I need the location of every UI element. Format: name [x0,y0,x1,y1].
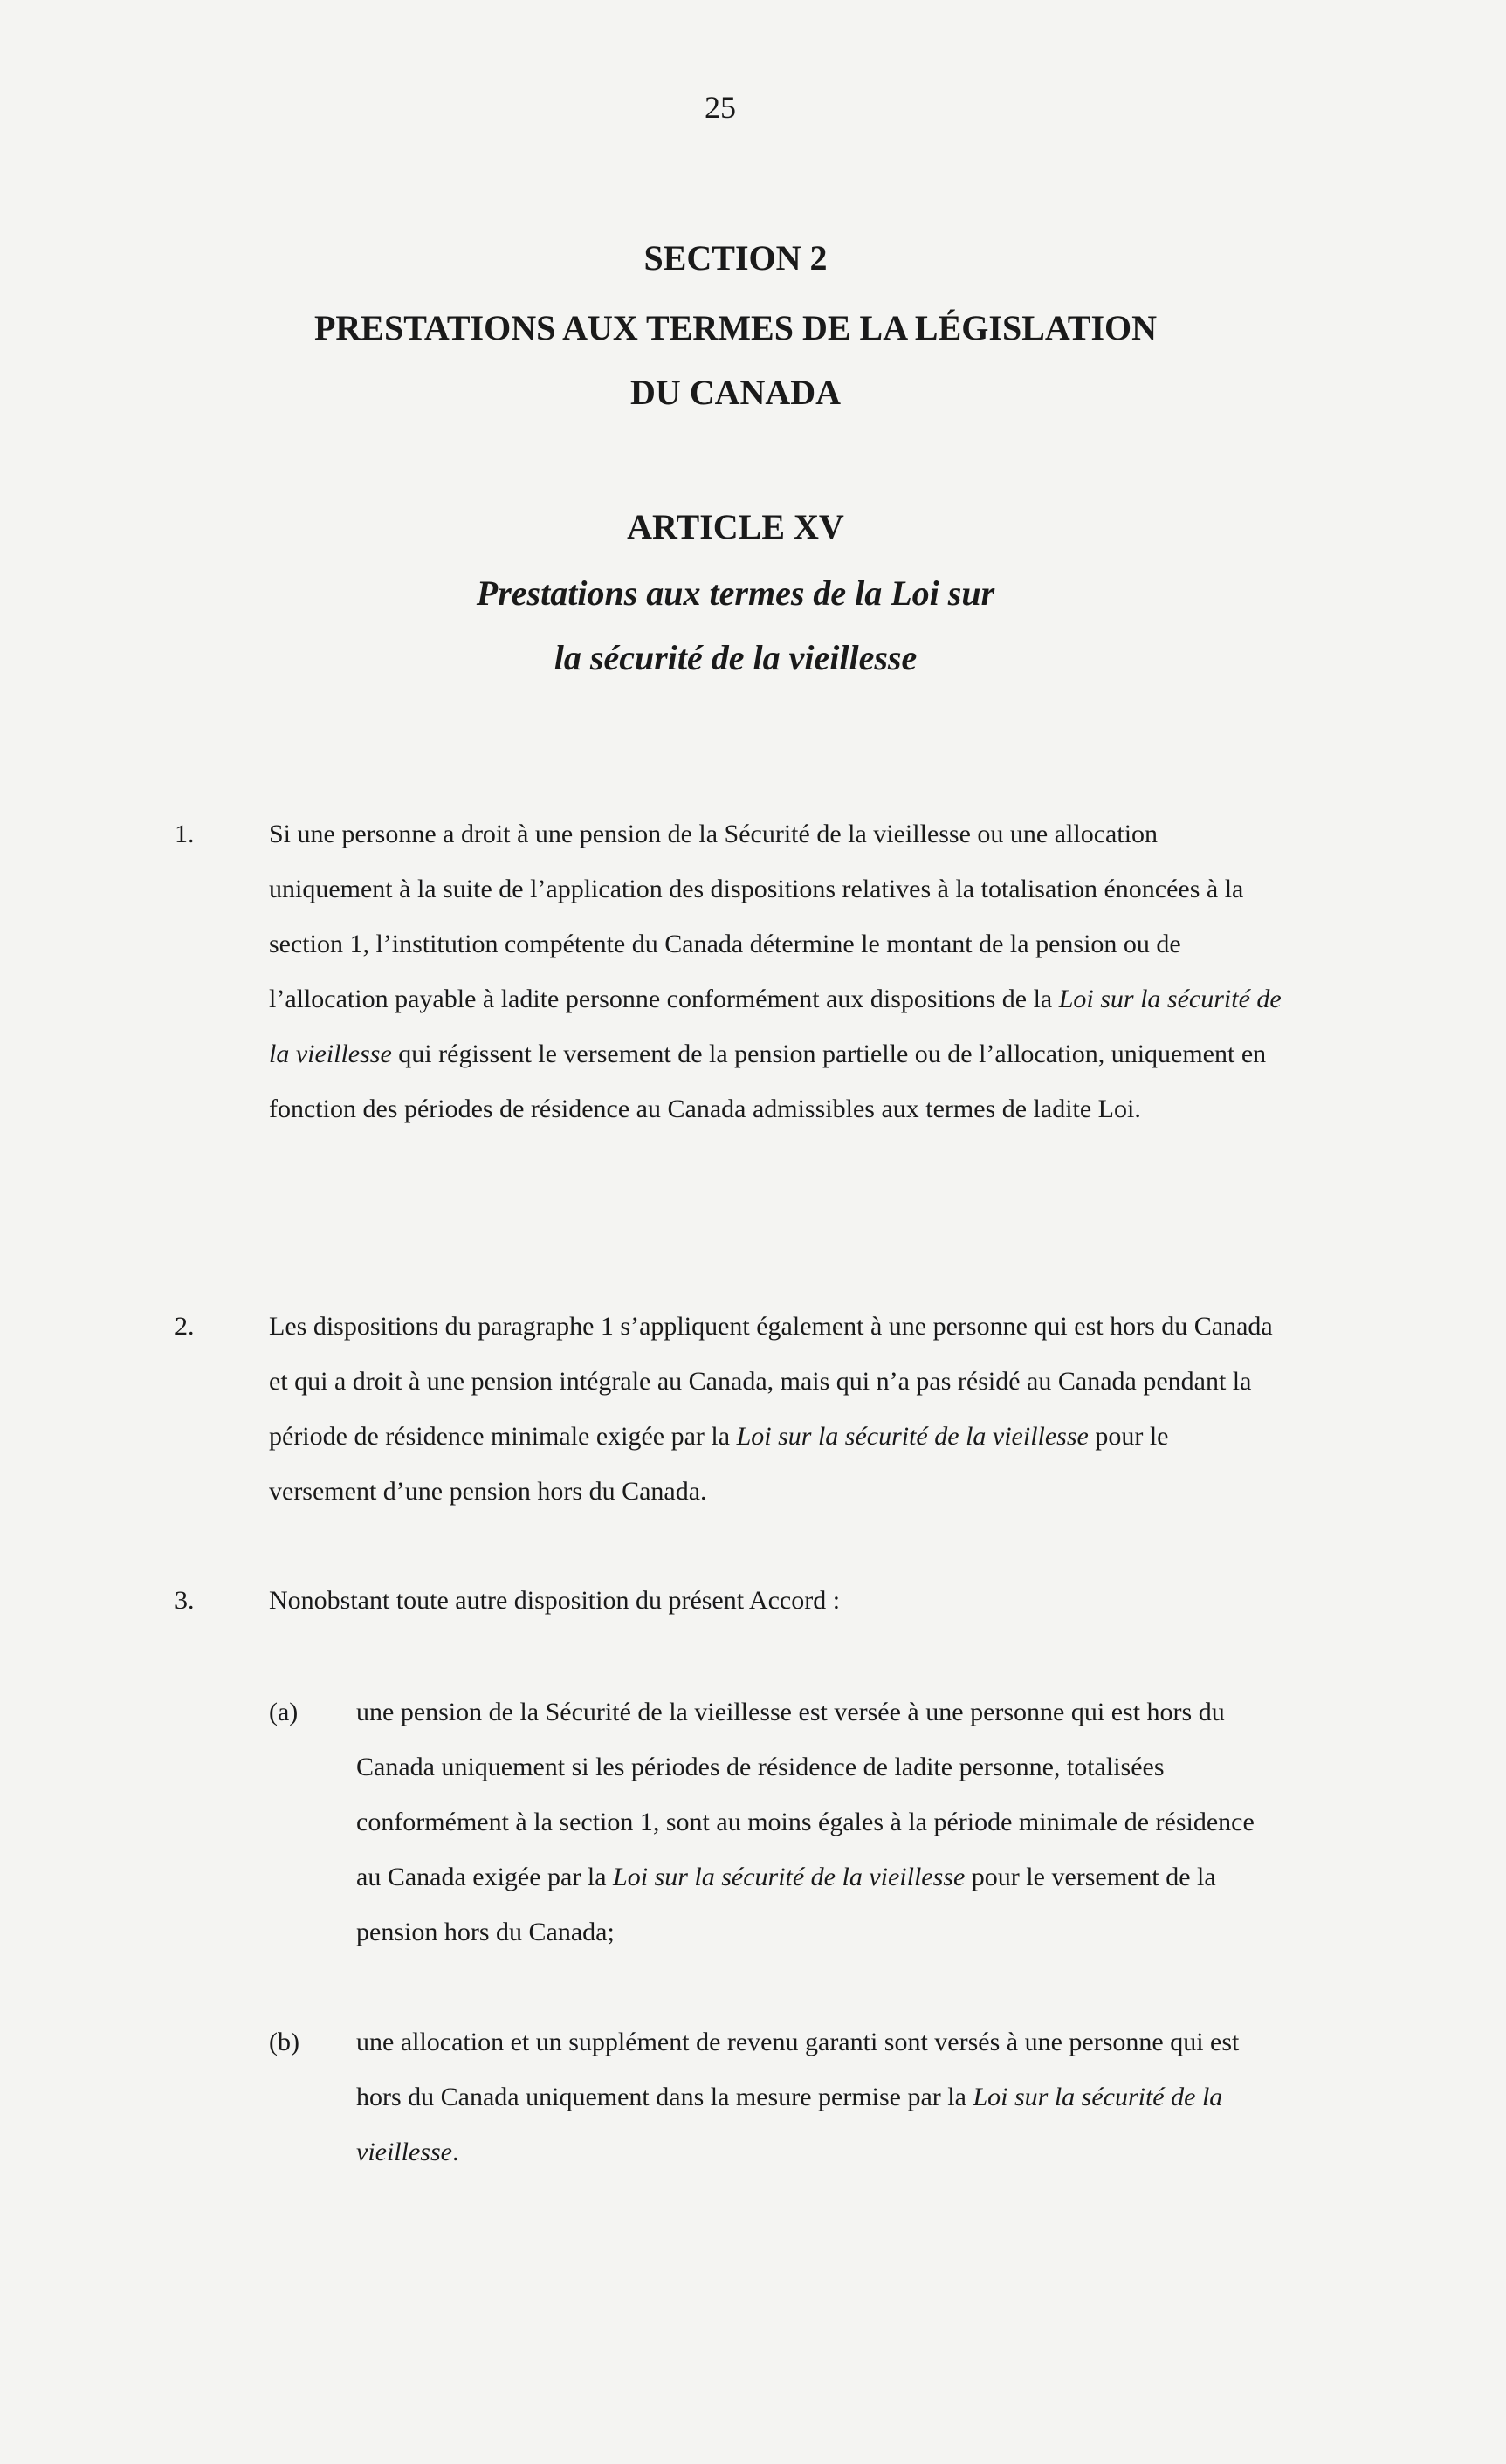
article-subtitle-line2: la sécurité de la vieillesse [554,638,918,677]
subparagraph-text-part: . [451,2138,459,2166]
law-title: Loi sur la sécurité de la vieillesse [356,2083,1223,2166]
section-title: SECTION 2 [643,238,828,278]
subparagraph-text-part: une pension de la Sécurité de la vieillesse est versée à une personne qui est hors du Canada uniquement si les périodes de résidence de ladite personne, totalisées conformément à la section 1, sont au moins égales à la période minimale de résidence au Canada exigée par la [356,1698,1255,1891]
article-subtitle-line1: Prestations aux termes de la Loi sur [476,573,995,613]
paragraph-text-part: qui régissent le versement de la pension partielle ou de l’allocation, uniquement en fonction des périodes de résidence au Canada admissibles aux termes de ladite Loi. [269,1040,1267,1123]
paragraph-number: 3. [175,1586,195,1615]
page-number: 25 [705,90,736,125]
law-title: Loi sur la sécurité de la vieillesse [613,1863,966,1891]
section-subtitle-line1: PRESTATIONS AUX TERMES DE LA LÉGISLATION [313,308,1158,347]
article-title: ARTICLE XV [627,507,844,546]
law-title: Loi sur la sécurité de la vieillesse [736,1422,1089,1451]
section-subtitle-line2: DU CANADA [629,373,842,412]
paragraph-text [269,1299,1282,1519]
paragraph-text [269,806,1282,1136]
subparagraph-text-part: pour le versement de la pension hors du Canada; [356,1863,1216,1946]
paragraph-text-part: pour le versement d’une pension hors du Canada. [269,1422,1169,1506]
subparagraph-text [356,2014,1282,2179]
paragraph-text-part: Les dispositions du paragraphe 1 s’appliquent également à une personne qui est hors du Canada et qui a droit à une pension intégrale au Canada, mais qui n’a pas résidé au Canada pendant la période de résidence minimale exigée par la [269,1312,1273,1451]
law-title: Loi sur la sécurité de la vieillesse [269,985,1282,1068]
subparagraph-text [356,1685,1282,1960]
paragraph-text: Nonobstant toute autre disposition du présent Accord : [269,1586,841,1615]
paragraph-number: 2. [175,1312,195,1341]
paragraph-text-part: Si une personne a droit à une pension de la Sécurité de la vieillesse ou une allocation uniquement à la suite de l’application des dispositions relatives à la totalisation énoncées à la section 1, l’institution compétente du Canada détermine le montant de la pension ou de l’allocation payable à ladite personne conformément aux dispositions de la [269,820,1244,1013]
subparagraph-text-part: une allocation et un supplément de revenu garanti sont versés à une personne qui est hors du Canada uniquement dans la mesure permise par la [356,2028,1240,2111]
subparagraph-label: (a) [269,1698,299,1726]
subparagraph-label: (b) [269,2028,299,2056]
paragraph-number: 1. [175,820,195,848]
